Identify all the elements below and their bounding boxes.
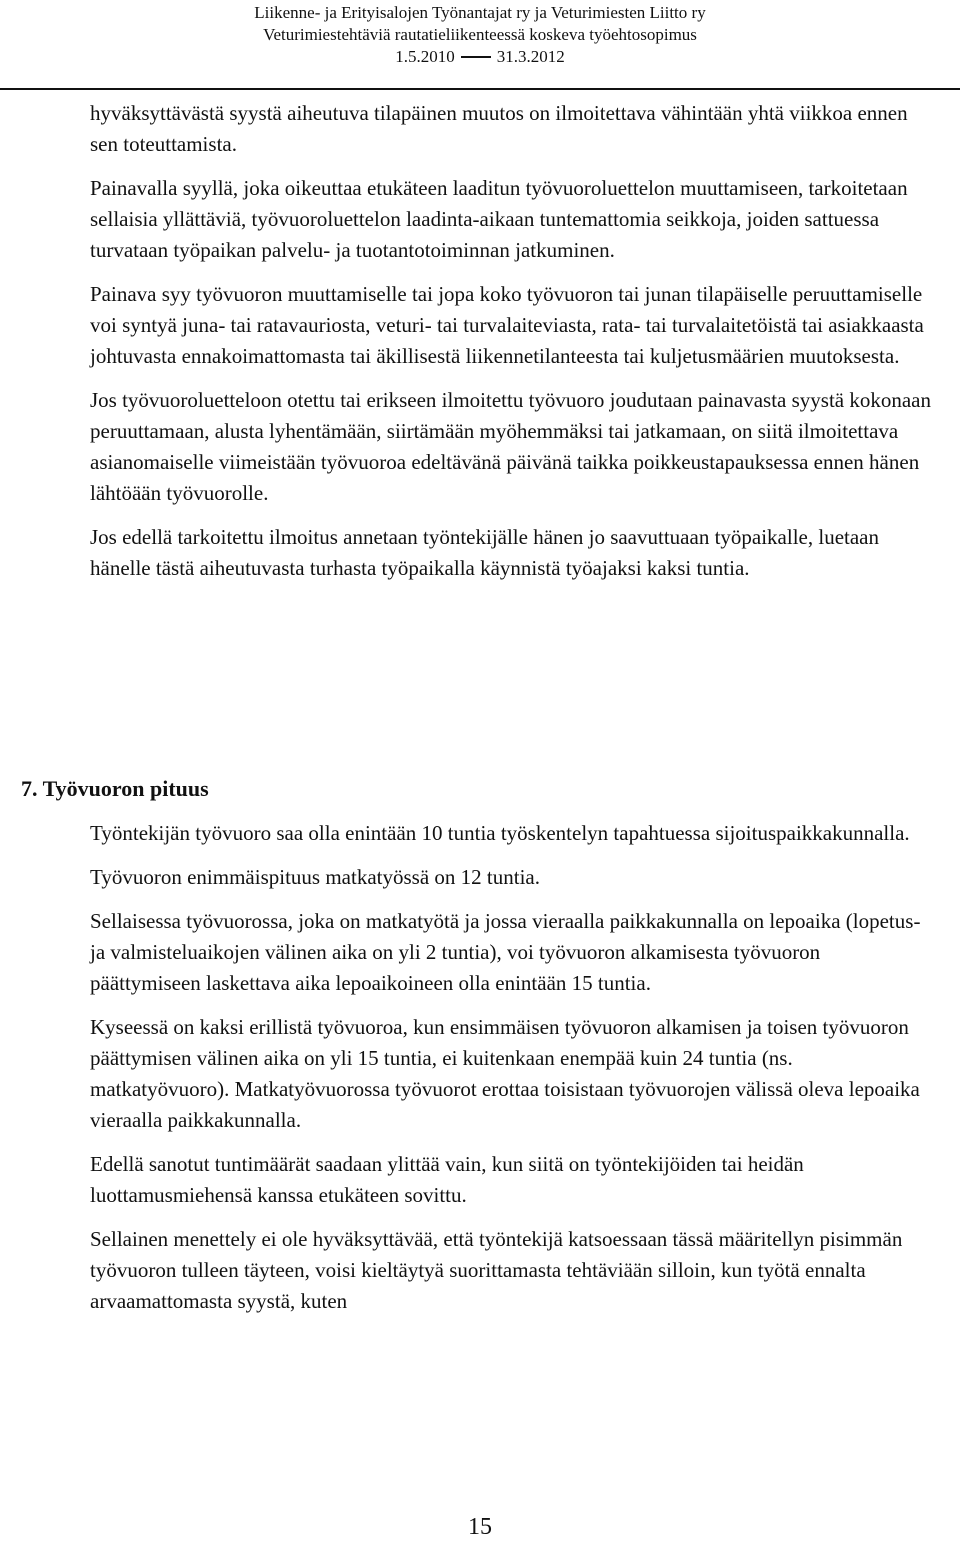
paragraph: hyväksyttävästä syystä aiheutuva tilapäinen muutos on ilmoitettava vähintään yhtä viikkoa ennen sen toteuttamista. [90, 101, 908, 156]
section-paragraph: Edellä sanotut tuntimäärät saadaan ylittää vain, kun siitä on työntekijöiden tai heidän luottamusmiehensä kanssa etukäteen sovittu. [90, 1152, 804, 1207]
paragraph: Painavalla syyllä, joka oikeuttaa etukäteen laaditun työvuoroluettelon muuttamiseen, tarkoitetaan sellaisia yllättäviä, työvuoroluettelon laadinta-aikaan tuntemattomia seikkoja, joiden sattuessa turvataan työpaikan palvelu- ja tuotantotoiminnan jatkuminen. [90, 176, 908, 262]
header-organizations: Liikenne- ja Erityisalojen Työnantajat ry ja Veturimiesten Liitto ry [254, 3, 706, 22]
header-validity-period [395, 46, 565, 68]
section-paragraph: Työvuoron enimmäispituus matkatyössä on 12 tuntia. [90, 865, 540, 889]
section-paragraph: Sellainen menettely ei ole hyväksyttävää, että työntekijä katsoessaan tässä määritellyn pisimmän työvuoron tulleen täyteen, voisi kieltäytyä suorittamasta tehtäviään silloin, kun työtä ennalta arvaamattomasta syystä, kuten [90, 1227, 903, 1313]
paragraph: Jos edellä tarkoitettu ilmoitus annetaan työntekijälle hänen jo saavuttuaan työpaikalle, luetaan hänelle tästä aiheutuvasta turhasta työpaikalla käynnistä työajaksi kaksi tuntia. [90, 525, 879, 580]
header-date-start: 1.5.2010 [395, 47, 455, 66]
section-paragraph: Sellaisessa työvuorossa, joka on matkatyötä ja jossa vieraalla paikkakunnalla on lepoaika (lopetus- ja valmisteluaikojen välinen aika on yli 2 tuntia), voi työvuoron alkamisesta työvuoron päättymiseen laskettava aika lepoaikoineen olla enintään 15 tuntia. [90, 909, 921, 995]
paragraph: Painava syy työvuoron muuttamiselle tai jopa koko työvuoron tai junan tilapäiselle peruuttamiselle voi syntyä juna- tai ratavauriosta, veturi- tai turvalaiteviasta, rata- tai turvalaitetöistä tai asiakkaasta johtuvasta ennakoimattomasta tai äkillisestä liikennetilanteesta tai kuljetusmäärien muutoksesta. [90, 282, 924, 368]
section-body [90, 818, 932, 1330]
date-range-dash [461, 56, 491, 58]
section-paragraph: Työntekijän työvuoro saa olla enintään 10 tuntia työskentelyn tapahtuessa sijoituspaikkakunnalla. [90, 821, 910, 845]
page-number: 15 [468, 1514, 492, 1540]
paragraph: Jos työvuoroluetteloon otettu tai erikseen ilmoitettu työvuoro joudutaan painavasta syystä kokonaan peruuttamaan, alusta lyhentämään, siirtämään myöhemmäksi tai jatkamaan, on siitä ilmoitettava asianomaiselle viimeistään työvuoroa edeltävänä päivänä taikka poikkeustapauksessa ennen hänen lähtöään työvuorolle. [90, 388, 931, 505]
header-rule [0, 88, 960, 90]
section-paragraph: Kyseessä on kaksi erillistä työvuoroa, kun ensimmäisen työvuoron alkamisen ja toisen työvuoron päättymisen välinen aika on yli 15 tuntia, ei kuitenkaan enempää kuin 24 tuntia (ns. matkatyövuoro). Matkatyövuorossa työvuorot erottaa toisistaan työvuorojen välissä oleva lepoaika vieraalla paikkakunnalla. [90, 1015, 920, 1132]
header-agreement-title: Veturimiestehtäviä rautatieliikenteessä koskeva työehtosopimus [263, 25, 697, 44]
header-date-end: 31.3.2012 [496, 47, 565, 66]
body-text [90, 98, 932, 597]
page-header [0, 2, 960, 68]
section-heading: 7. Työvuoron pituus [21, 776, 209, 801]
